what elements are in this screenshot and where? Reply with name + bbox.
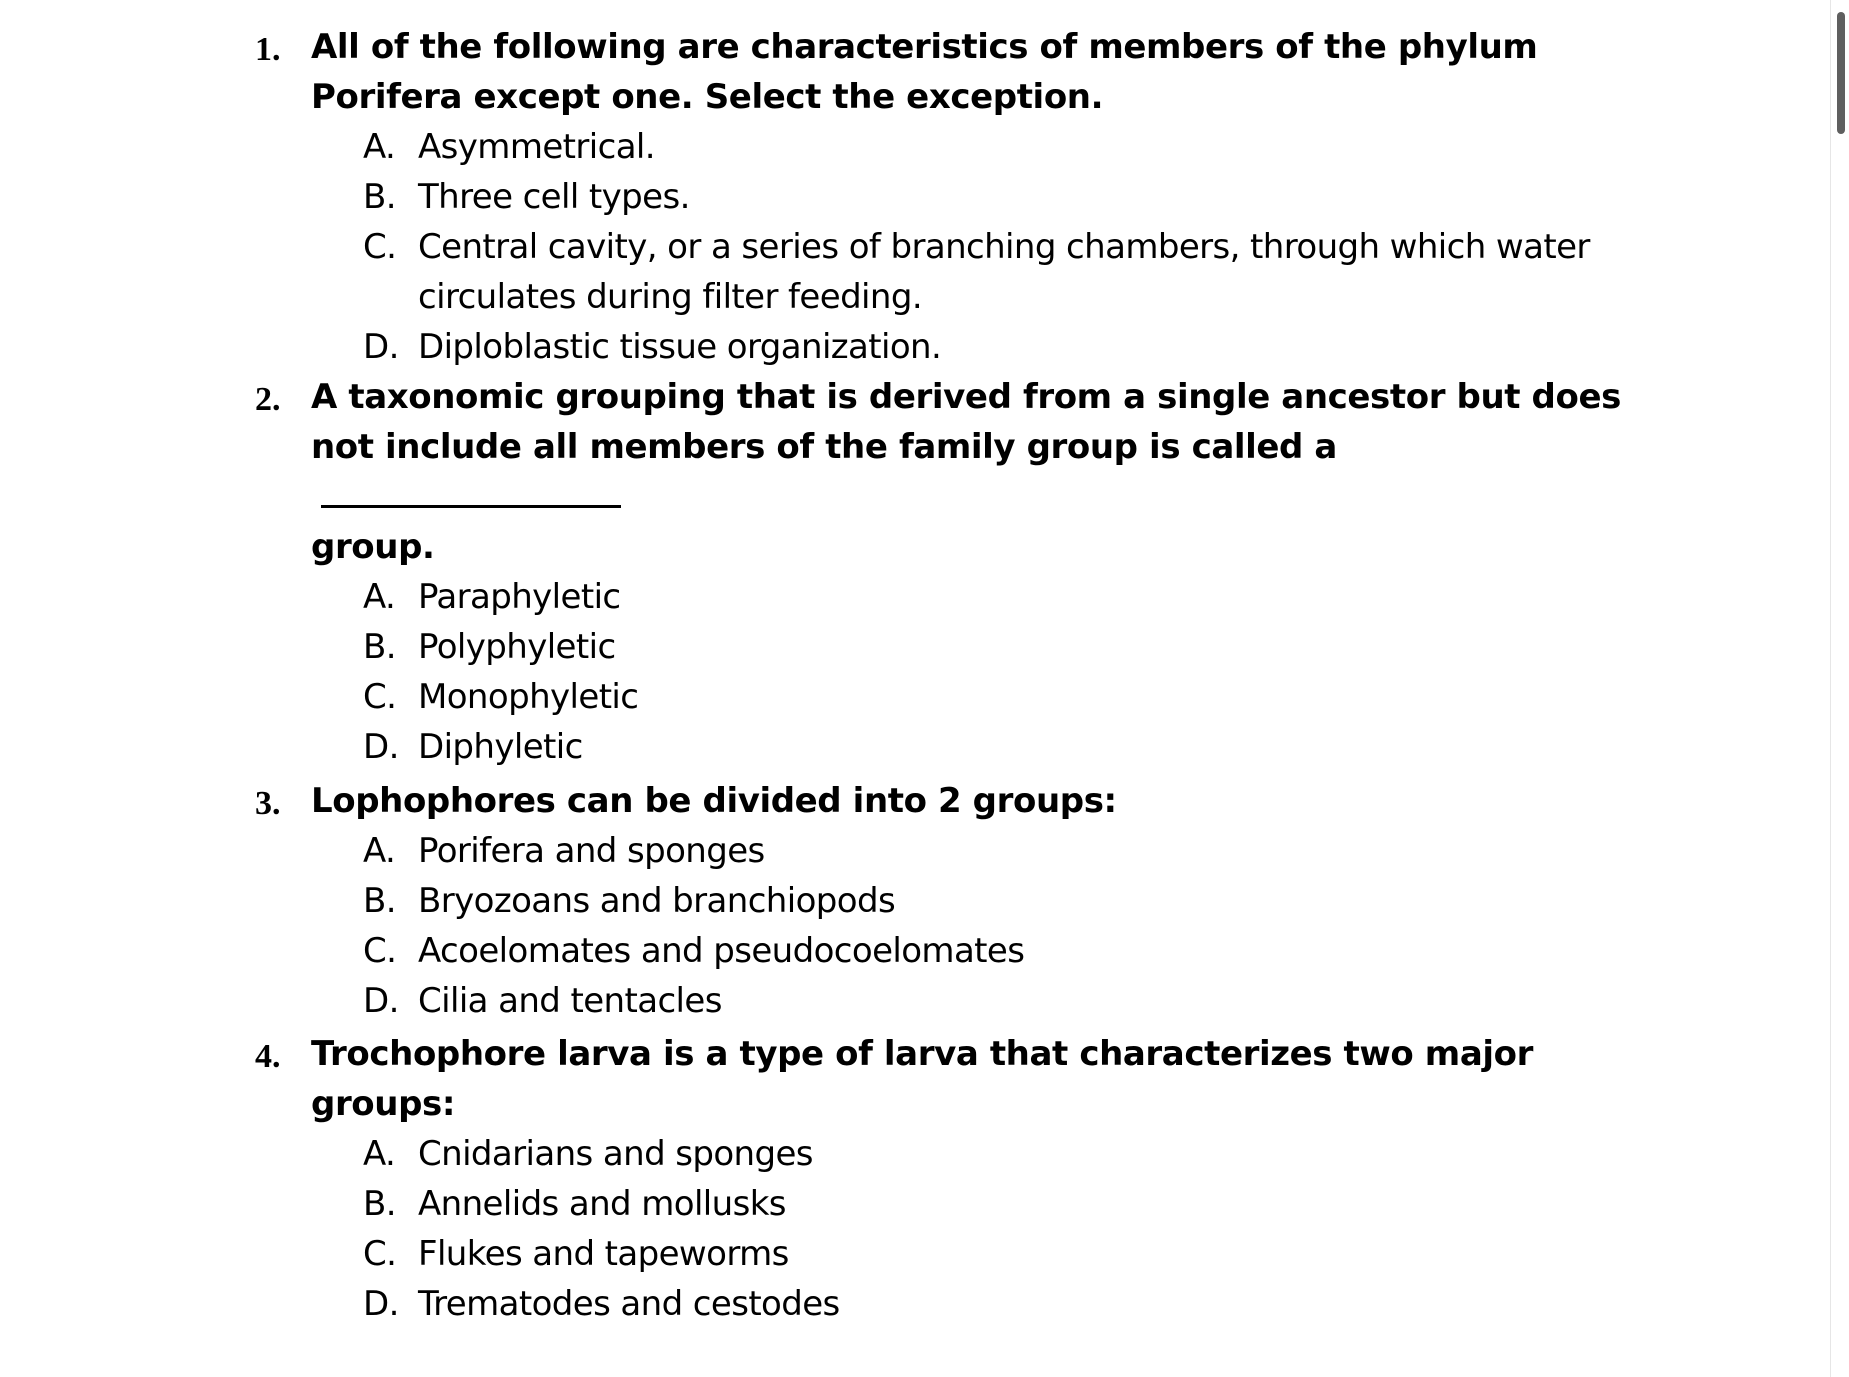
option-letter: A. <box>363 831 396 871</box>
question-3-stem <box>255 776 1635 826</box>
option-text: Cilia and tentacles <box>418 981 722 1021</box>
scrollbar-thumb[interactable] <box>1837 12 1845 134</box>
option-letter: D. <box>363 1284 399 1324</box>
option-letter: D. <box>363 981 399 1021</box>
question-1-number: 1. <box>255 31 281 68</box>
option-letter: C. <box>363 677 397 717</box>
question-1-option-c <box>363 222 1635 322</box>
question-4-option-c <box>363 1229 1635 1279</box>
question-4 <box>255 1029 1635 1329</box>
option-text: Polyphyletic <box>418 627 616 667</box>
option-text: Porifera and sponges <box>418 831 765 871</box>
option-letter: A. <box>363 1134 396 1174</box>
question-2-option-b <box>363 622 1635 672</box>
question-2-stem <box>255 372 1635 572</box>
question-3-option-c <box>363 926 1635 976</box>
question-4-stem <box>255 1029 1635 1129</box>
option-text: Acoelomates and pseudocoelomates <box>418 931 1025 971</box>
option-letter: C. <box>363 1234 397 1274</box>
option-letter: B. <box>363 1184 396 1224</box>
option-text: Paraphyletic <box>418 577 621 617</box>
option-text: Cnidarians and sponges <box>418 1134 813 1174</box>
question-3-option-b <box>363 876 1635 926</box>
question-4-number: 4. <box>255 1038 281 1075</box>
option-text: Diploblastic tissue organization. <box>418 327 942 367</box>
question-1-option-b <box>363 172 1635 222</box>
option-letter: C. <box>363 227 397 267</box>
question-3-number: 3. <box>255 785 281 822</box>
question-2-text: A taxonomic grouping that is derived from a single ancestor but does not include all members of the family group is called a <box>311 377 1621 467</box>
option-letter: B. <box>363 177 396 217</box>
option-text: Diphyletic <box>418 727 583 767</box>
question-1-text: All of the following are characteristics of members of the phylum Porifera except one. Select the exception. <box>311 27 1538 117</box>
question-2-options <box>363 572 1635 772</box>
option-letter: B. <box>363 881 396 921</box>
question-1-stem <box>255 22 1635 122</box>
option-text: Monophyletic <box>418 677 639 717</box>
option-letter: D. <box>363 727 399 767</box>
question-1-options <box>363 122 1635 372</box>
question-2-option-d <box>363 722 1635 772</box>
option-letter: A. <box>363 127 396 167</box>
question-2-text-after: group. <box>311 527 435 567</box>
vertical-scrollbar[interactable] <box>1830 0 1849 1377</box>
option-letter: A. <box>363 577 396 617</box>
question-4-option-a <box>363 1129 1635 1179</box>
question-4-options <box>363 1129 1635 1329</box>
question-1-option-a <box>363 122 1635 172</box>
question-1-option-d <box>363 322 1635 372</box>
question-4-option-d <box>363 1279 1635 1329</box>
question-3-text: Lophophores can be divided into 2 groups: <box>311 781 1117 821</box>
question-2-option-c <box>363 672 1635 722</box>
question-2-number: 2. <box>255 381 281 418</box>
question-4-text: Trochophore larva is a type of larva that characterizes two major groups: <box>311 1034 1533 1124</box>
option-text: Asymmetrical. <box>418 127 655 167</box>
question-1 <box>255 22 1635 372</box>
question-3-option-a <box>363 826 1635 876</box>
option-letter: B. <box>363 627 396 667</box>
fill-in-blank <box>321 475 621 508</box>
option-text: Flukes and tapeworms <box>418 1234 789 1274</box>
option-text: Trematodes and cestodes <box>418 1284 840 1324</box>
question-2-option-a <box>363 572 1635 622</box>
option-letter: D. <box>363 327 399 367</box>
option-text: Bryozoans and branchiopods <box>418 881 896 921</box>
option-text: Annelids and mollusks <box>418 1184 786 1224</box>
question-2-text-block <box>311 372 1635 572</box>
question-2 <box>255 372 1635 772</box>
option-letter: C. <box>363 931 397 971</box>
question-3 <box>255 776 1635 1026</box>
option-text: Three cell types. <box>418 177 690 217</box>
option-text: Central cavity, or a series of branching chambers, through which water circulates during filter feeding. <box>418 227 1590 317</box>
question-3-options <box>363 826 1635 1026</box>
question-3-option-d <box>363 976 1635 1026</box>
question-4-option-b <box>363 1179 1635 1229</box>
